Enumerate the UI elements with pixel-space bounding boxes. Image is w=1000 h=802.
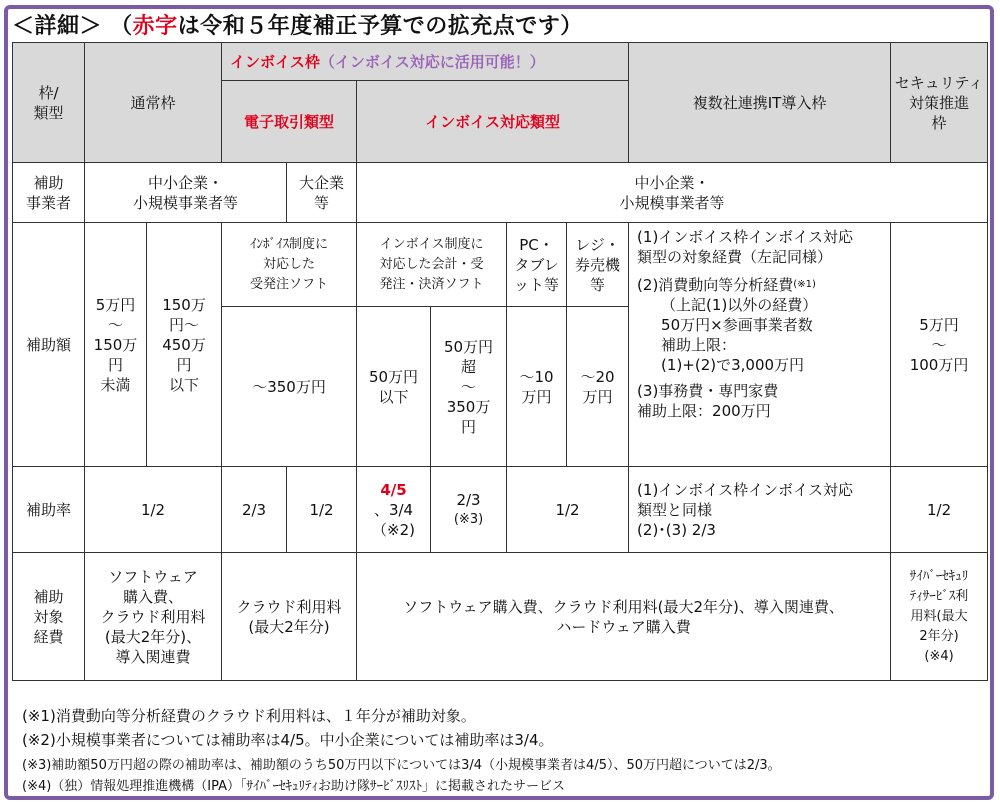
multi-item-1: (1)インボイス枠インボイス対応 類型の対象経費（左記同様） [637,228,853,266]
cost-security: ｻｲﾊﾞｰｾｷｭﾘ ﾃｨｻｰﾋﾞｽ利 用料(最大 2年分) (※4) [891,553,988,681]
amount-register-top: レジ・ 券売機 等 [567,223,629,307]
amount-invoice-a: 50万円 以下 [357,307,431,467]
invoice-frame-note: （インボイス対応に活用可能！） [319,52,545,71]
amount-security: 5万円 ～ 100万円 [891,223,988,467]
amount-multi [629,223,891,467]
amount-invoice-top: インボイス制度に 対応した会計・受 発注・決済ソフト [357,223,507,307]
footnote-3: (※3)補助額50万円超の際の補助率は、補助額のうち50万円以下については3/4（小規模事業者は4/5）、50万円超については2/3。 [22,758,781,773]
row-label-amount: 補助額 [13,223,85,467]
header-ecommerce: 電子取引類型 [222,81,357,163]
cost-ec: クラウド利用料 (最大2年分) [222,553,357,681]
invoice-frame-label: インボイス枠 [230,52,320,71]
header-invoice-type: インボイス対応類型 [357,81,629,163]
cost-invoice: ソフトウェア購入費、クラウド利用料(最大2年分)、導入関連費、 ハードウェア購入費 [357,553,891,681]
rate-multi: (1)インボイス枠インボイス対応 類型と同様 (2)･(3) 2/3 [629,467,891,553]
multi-item-2-sup: (※1) [793,279,816,290]
title-suffix: は令和５年度補正予算での拡充点です） [177,14,583,39]
rate-invoice-a-red: 4/5 [380,480,407,499]
header-normal: 通常枠 [85,43,222,163]
multi-item-3: (3)事務費・専門家費 補助上限：200万円 [637,382,779,420]
rate-invoice-b-value: 2/3 [456,490,481,509]
amount-ec-value: ～350万円 [222,307,357,467]
rate-invoice-a [357,467,431,553]
multi-item-2-body: （上記(1)以外の経費） 50万円×参画事業者数 補助上限： (1)+(2)で3,000万円 [661,296,818,374]
rate-ec-1: 2/3 [222,467,287,553]
amount-pc-value: ～10 万円 [507,307,567,467]
rate-security: 1/2 [891,467,988,553]
subsidy-table [12,42,988,681]
header-security: セキュリティ 対策推進 枠 [891,43,988,163]
footnote-2: (※2)小規模事業者については補助率は4/5。中小企業については補助率は3/4。 [22,731,554,749]
header-invoice-frame [222,43,629,81]
header-frame: 枠/ 類型 [13,43,85,163]
rate-normal: 1/2 [85,467,222,553]
amount-normal-2: 150万 円～ 450万 円 以下 [147,223,222,467]
applicant-sme: 中小企業・ 小規模事業者等 [85,163,287,223]
amount-ec-top: ｲﾝﾎﾞｲｽ制度に 対応した 受発注ソフト [222,223,357,307]
amount-pc-top: PC・ タブレ ット等 [507,223,567,307]
rate-invoice-b-note: (※3) [453,511,484,527]
row-label-applicant: 補助 事業者 [13,163,85,223]
amount-normal-1: 5万円 ～ 150万 円 未満 [85,223,147,467]
row-label-cost: 補助 対象 経費 [13,553,85,681]
rate-ec-2: 1/2 [287,467,357,553]
amount-invoice-b: 50万円 超 ～ 350万 円 [431,307,507,467]
title-prefix: ＜詳細＞ （ [12,14,133,39]
rate-invoice-a-rest: 、3/4 （※2) [372,500,415,539]
title-red: 赤字 [132,14,178,39]
cost-normal: ソフトウェア 購入費、 クラウド利用料 (最大2年分)、 導入関連費 [85,553,222,681]
amount-register-value: ～20 万円 [567,307,629,467]
page-title [12,9,583,40]
applicant-sme-2: 中小企業・ 小規模事業者等 [357,163,988,223]
rate-pc-register: 1/2 [507,467,629,553]
footnote-1: (※1)消費動向等分析経費のクラウド利用料は、１年分が補助対象。 [22,707,476,725]
footnote-4: (※4)（独）情報処理推進機構（IPA）「ｻｲﾊﾞｰｾｷｭﾘﾃｨお助け隊ｻｰﾋﾞｽﾘｽﾄ」に掲載されたサービス [22,779,566,794]
row-label-rate: 補助率 [13,467,85,553]
multi-item-2-head [637,275,888,295]
header-multi: 複数社連携IT導入枠 [629,43,891,163]
multi-item-2-title: (2)消費動向等分析経費 [637,276,794,294]
applicant-large: 大企業 等 [287,163,357,223]
rate-invoice-b [431,467,507,553]
